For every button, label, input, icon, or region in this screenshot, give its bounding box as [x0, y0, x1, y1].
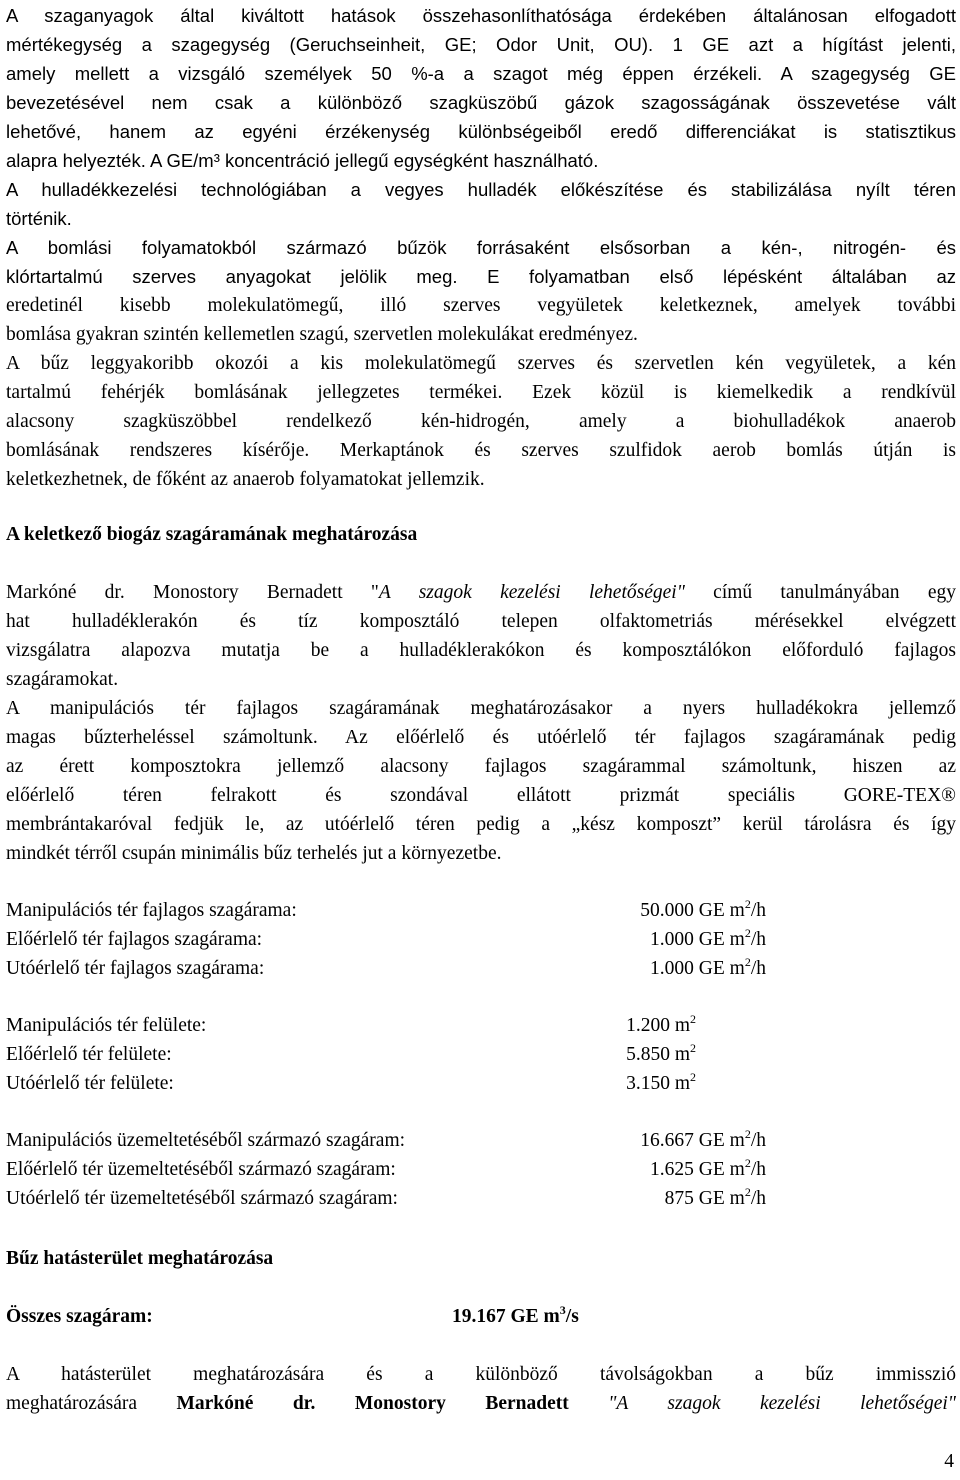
text-line — [6, 1360, 956, 1389]
text-line: A hulladékkezelési technológiában a vegyes hulladék előkészítése és stabilizálása nyílt téren — [6, 179, 956, 200]
value-row — [6, 896, 766, 925]
text-run: szagáramokat. — [6, 669, 119, 690]
row-label: Utóérlelő tér fajlagos szagárama: — [6, 958, 265, 979]
value-row — [6, 1155, 766, 1184]
row-label: Manipulációs üzemeltetéséből származó szagáram: — [6, 1130, 406, 1151]
row-value: 3.150 $m^2$ — [626, 1069, 696, 1094]
text-run: Markóné dr. Monostory Bernadett " — [6, 582, 379, 603]
text-line: amely mellett a vizsgáló személyek 50 %-a a szagot még éppen érzékeli. A szagegység GE — [6, 63, 956, 84]
text-run: magas bűzterheléssel számoltunk. Az előérlelő és utóérlelő tér fajlagos szagáramának pedig — [6, 727, 956, 748]
value-row — [6, 1069, 766, 1098]
text-line: mértékegység a szagegység (Geruchseinheit, GE; Odor Unit, OU). 1 GE azt a hígítást jelenti, — [6, 34, 956, 55]
text-line — [6, 752, 956, 781]
row-value: 1.000 GE $m^2/h$ — [650, 954, 766, 979]
text-run: A hatásterület meghatározására és a különböző távolságokban a bűz immisszió — [6, 1364, 956, 1385]
text-run: A manipulációs tér fajlagos szagáramának meghatározásakor a nyers hulladékokra jellemző — [6, 698, 956, 719]
text-run: A szagok kezelési lehetőségei" — [378, 582, 685, 603]
text-line — [6, 578, 956, 607]
text-line — [6, 723, 956, 752]
row-value: 1.625 GE $m^2/h$ — [650, 1155, 766, 1180]
text-line — [6, 694, 956, 723]
row-label: Manipulációs tér fajlagos szagárama: — [6, 900, 297, 921]
row-label: Manipulációs tér felülete: — [6, 1015, 207, 1036]
total-label: Összes szagáram: — [6, 1306, 153, 1327]
text-run: előérlelő téren felrakott és szondával ellátott prizmát speciális GORE-TEX® — [6, 785, 956, 806]
text-line: A bomlási folyamatokból származó bűzök forrásaként elsősorban a kén-, nitrogén- és — [6, 237, 956, 258]
heading-biogas: A keletkező biogáz szagáramának meghatározása — [6, 524, 418, 545]
text-line: A szaganyagok által kiváltott hatások összehasonlíthatósága érdekében általánosan elfogadott — [6, 5, 956, 26]
text-line: keletkezhetnek, de főként az anaerob folyamatokat jellemzik. — [6, 469, 485, 490]
text-line: klórtartalmú szerves anyagokat jelölik meg. E folyamatban első lépésként általában az — [6, 266, 956, 287]
text-line: tartalmú fehérjék bomlásának jellegzetes termékei. Ezek közül is kiemelkedik a rendkívül — [6, 382, 956, 403]
text-run — [569, 1393, 608, 1414]
text-line: alapra helyezték. A GE/m³ koncentráció jellegű egységként használható. — [6, 150, 599, 171]
text-line: bomlása gyakran szintén kellemetlen szagú, szervetlen molekulákat eredményez. — [6, 324, 638, 345]
text-run: című tanulmányában egy — [684, 582, 956, 603]
text-line: eredetinél kisebb molekulatömegű, illó szerves vegyületek keletkeznek, amelyek további — [6, 295, 956, 316]
value-row — [6, 1011, 766, 1040]
row-value: 5.850 $m^2$ — [626, 1040, 696, 1065]
heading-impact-area: Bűz hatásterület meghatározása — [6, 1248, 274, 1269]
row-value: 50.000 GE $m^2/h$ — [640, 896, 766, 921]
row-label: Utóérlelő tér felülete: — [6, 1073, 174, 1094]
text-run: hat hulladéklerakón és tíz komposztáló telepen olfaktometriás mérésekkel elvégzett — [6, 611, 956, 632]
text-line — [6, 665, 956, 694]
value-row — [6, 1040, 766, 1069]
value-row — [6, 1184, 766, 1213]
row-label: Előérlelő tér üzemeltetéséből származó szagáram: — [6, 1159, 396, 1180]
text-line: lehetővé, hanem az egyéni érzékenység különbségeiből eredő differenciákat is statisztikus — [6, 121, 956, 142]
total-odor-flow — [6, 1302, 626, 1331]
text-line — [6, 1389, 956, 1418]
text-run: membrántakaróval fedjük le, az utóérlelő téren pedig a „kész komposzt” kerül tárolásra és így — [6, 814, 956, 835]
text-run: vizsgálatra alapozva mutatja be a hulladéklerakókon és komposztálókon előforduló fajlagos — [6, 640, 956, 661]
row-label: Előérlelő tér felülete: — [6, 1044, 172, 1065]
text-run: "A szagok kezelési lehetőségei" — [608, 1393, 956, 1414]
value-row — [6, 954, 766, 983]
text-line — [6, 607, 956, 636]
text-run: Markóné dr. Monostory Bernadett — [176, 1393, 569, 1414]
text-line: A bűz leggyakoribb okozói a kis molekulatömegű szerves és szervetlen kén vegyületek, a kén — [6, 353, 956, 374]
text-line — [6, 781, 956, 810]
value-row — [6, 1126, 766, 1155]
text-line: történik. — [6, 208, 72, 229]
text-run: meghatározására — [6, 1393, 177, 1414]
row-value: 1.200 $m^2$ — [626, 1011, 696, 1036]
row-label: Utóérlelő tér üzemeltetéséből származó szagáram: — [6, 1188, 398, 1209]
text-line — [6, 810, 956, 839]
text-line: bevezetésével nem csak a különböző szagküszöbű gázok szagosságának összevetése vált — [6, 92, 956, 113]
value-row — [6, 925, 766, 954]
total-value: 19.167 GE $m^3/s$ — [452, 1302, 579, 1327]
row-value: 875 GE $m^2/h$ — [664, 1184, 766, 1209]
row-label: Előérlelő tér fajlagos szagárama: — [6, 929, 263, 950]
text-line — [6, 636, 956, 665]
page-number: 4 — [944, 1451, 954, 1472]
row-value: 16.667 GE $m^2/h$ — [640, 1126, 766, 1151]
text-line: alacsony szagküszöbbel rendelkező kén-hidrogén, amely a biohulladékok anaerob — [6, 411, 956, 432]
text-line: bomlásának rendszeres kísérője. Merkaptánok és szerves szulfidok aerob bomlás útján is — [6, 440, 956, 461]
row-value: 1.000 GE $m^2/h$ — [650, 925, 766, 950]
text-run: az érett komposztokra jellemző alacsony fajlagos szagárammal számoltunk, hiszen az — [6, 756, 956, 777]
text-line — [6, 839, 956, 868]
text-run: mindkét térről csupán minimális bűz terhelés jut a környezetbe. — [6, 843, 502, 864]
